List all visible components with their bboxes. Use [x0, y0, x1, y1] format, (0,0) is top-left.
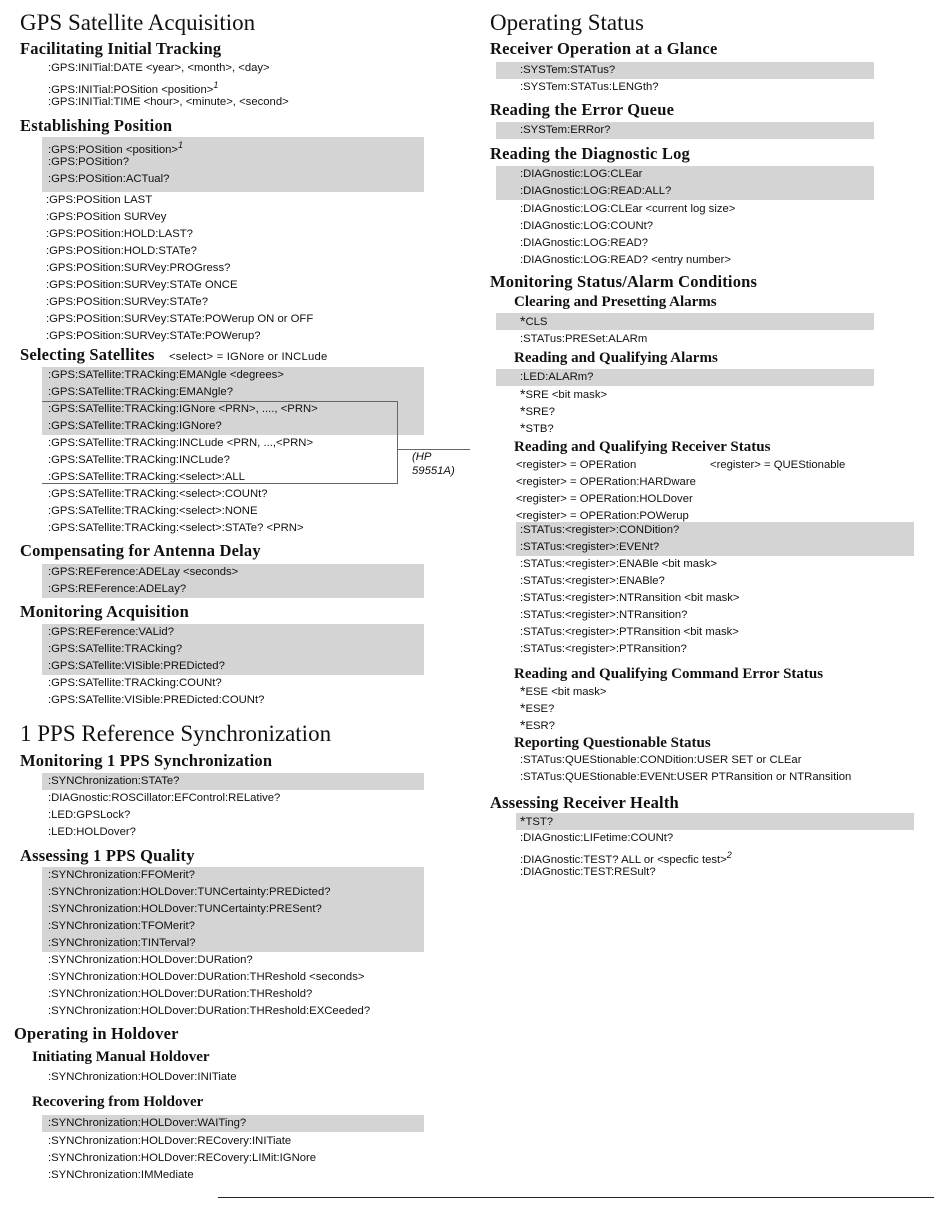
- receiver-status-commands: [516, 556, 740, 658]
- command-line: :STATus:<register>:NTRansition?: [520, 609, 688, 621]
- qualifying-gray-box: [496, 369, 874, 386]
- command-line: :DIAGnostic:LOG:COUNt?: [520, 220, 654, 232]
- footer-rule: [218, 1197, 934, 1198]
- command-line: :STATus:<register>:ENABle?: [520, 575, 665, 587]
- health-commands: [516, 830, 732, 881]
- command-line: :GPS:REFerence:VALid?: [48, 626, 174, 638]
- command-line: :SYNChronization:HOLDover:WAITing?: [48, 1117, 247, 1129]
- clearing-commands: [496, 331, 647, 348]
- monitoring-pps-heading: Monitoring 1 PPS Synchronization: [20, 751, 273, 770]
- pps-sync-gray-box: [42, 773, 424, 790]
- position-gray-box: [42, 137, 424, 192]
- command-line: :GPS:POSition?: [48, 156, 129, 168]
- command-line: :LED:HOLDover?: [48, 826, 136, 838]
- command-line: :SYSTem:STATus?: [520, 64, 616, 76]
- command-line: :DIAGnostic:LOG:READ?: [520, 237, 649, 249]
- command-line: :SYNChronization:HOLDover:DURation:THReshold <seconds>: [48, 971, 365, 983]
- asterisk-mark: *: [520, 420, 526, 436]
- command-line: :SYNChronization:HOLDover:INITiate: [48, 1071, 237, 1083]
- error-queue-gray-box: [496, 122, 874, 139]
- receiver-status-gray-box: [516, 522, 914, 556]
- position-commands: [42, 192, 313, 345]
- pps-quality-gray-box: [42, 867, 424, 952]
- questionable-status-heading: Reporting Questionable Status: [514, 735, 711, 751]
- asterisk-mark: *: [520, 683, 526, 699]
- asterisk-mark: *: [520, 403, 526, 419]
- command-line: :STATus:<register>:NTRansition <bit mask>: [520, 592, 740, 604]
- glance-commands: [496, 79, 659, 96]
- diag-log-heading: Reading the Diagnostic Log: [490, 144, 691, 163]
- command-error-heading: Reading and Qualifying Command Error Status: [514, 666, 824, 682]
- command-line: :GPS:SATellite:TRACking:INCLude <PRN, ...,<PRN>: [48, 437, 314, 449]
- gps-acquisition-title: GPS Satellite Acquisition: [20, 10, 256, 35]
- operating-holdover-heading: Operating in Holdover: [14, 1024, 179, 1043]
- command-line: :GPS:SATellite:TRACking:INCLude?: [48, 454, 230, 466]
- health-gray-box: [516, 813, 914, 830]
- command-line: *SRE <bit mask>: [520, 386, 608, 402]
- pps-quality-commands: [42, 952, 370, 1020]
- command-line: *STB?: [520, 420, 554, 436]
- initial-tracking-commands: [44, 60, 289, 111]
- command-line: :GPS:POSition:HOLD:LAST?: [46, 228, 193, 240]
- satellites-commands: [42, 435, 313, 537]
- command-line: :GPS:POSition:SURVey:STATe:POWerup?: [46, 330, 261, 342]
- command-line: :DIAGnostic:LOG:CLEar: [520, 168, 643, 180]
- command-line: *SRE?: [520, 403, 555, 419]
- command-line: :SYNChronization:FFOMerit?: [48, 869, 195, 881]
- command-error-commands: [516, 683, 606, 734]
- command-line: :STATus:<register>:ENABle <bit mask>: [520, 558, 717, 570]
- command-line: :SYNChronization:HOLDover:RECovery:LIMit:IGNore: [48, 1152, 317, 1164]
- command-line: *ESE?: [520, 700, 555, 716]
- command-line: :DIAGnostic:LOG:READ? <entry number>: [520, 254, 731, 266]
- command-line: :STATus:PRESet:ALARm: [520, 333, 648, 345]
- recover-commands: [42, 1133, 316, 1184]
- command-line: :GPS:SATellite:TRACking:<select>:COUNt?: [48, 488, 268, 500]
- command-line: :GPS:SATellite:TRACking:<select>:STATe? <PRN>: [48, 522, 304, 534]
- command-line: :GPS:POSition:HOLD:STATe?: [46, 245, 197, 257]
- initial-tracking-heading: Facilitating Initial Tracking: [20, 39, 222, 58]
- questionable-commands: [516, 752, 851, 786]
- receiver-health-heading: Assessing Receiver Health: [490, 793, 679, 812]
- qualifying-commands: [496, 386, 607, 437]
- operating-status-title: Operating Status: [490, 10, 644, 35]
- command-line: :DIAGnostic:LOG:READ:ALL?: [520, 185, 672, 197]
- command-line: :GPS:SATellite:VISible:PREDicted?: [48, 660, 225, 672]
- clearing-gray-box: [496, 313, 874, 330]
- command-line: :DIAGnostic:ROSCillator:EFControl:RELative?: [48, 792, 281, 804]
- pps-quality-heading: Assessing 1 PPS Quality: [20, 846, 195, 865]
- footnote-marker: 1: [178, 140, 184, 150]
- register-line: <register> = OPERation:POWerup: [516, 510, 689, 522]
- command-line: :GPS:POSition:SURVey:STATe ONCE: [46, 279, 238, 291]
- establishing-position-heading: Establishing Position: [20, 116, 173, 135]
- command-line: :GPS:POSition:ACTual?: [48, 173, 170, 185]
- glance-gray-box: [496, 62, 874, 79]
- receiver-status-heading: Reading and Qualifying Receiver Status: [514, 439, 771, 455]
- command-line: *ESE <bit mask>: [520, 683, 607, 699]
- command-line: *ESR?: [520, 717, 555, 733]
- asterisk-mark: *: [520, 813, 526, 829]
- command-line: :SYSTem:ERRor?: [520, 124, 611, 136]
- command-line: :GPS:SATellite:TRACking:IGNore <PRN>, ...., <PRN>: [48, 403, 318, 415]
- command-line: :SYNChronization:STATe?: [48, 775, 180, 787]
- asterisk-mark: *: [520, 386, 526, 402]
- command-line: :GPS:INITial:POSition <position>$^1$: [48, 80, 219, 96]
- command-line: :DIAGnostic:TEST:RESult?: [520, 866, 656, 878]
- command-line: :STATus:<register>:CONDition?: [520, 524, 680, 536]
- asterisk-mark: *: [520, 313, 526, 329]
- command-line: :GPS:INITial:TIME <hour>, <minute>, <second>: [48, 96, 289, 108]
- command-line: *CLS: [520, 313, 548, 329]
- acquisition-gray-box: [42, 624, 424, 675]
- antenna-delay-heading: Compensating for Antenna Delay: [20, 541, 261, 560]
- select-note: <select> = IGNore or INCLude: [168, 351, 328, 363]
- pps-sync-title: 1 PPS Reference Synchronization: [20, 721, 332, 746]
- command-line: :GPS:SATellite:TRACking:<select>:ALL: [48, 471, 245, 483]
- command-line: :SYNChronization:HOLDover:DURation:THReshold?: [48, 988, 313, 1000]
- command-line: :STATus:QUEStionable:CONDition:USER SET or CLEar: [520, 754, 802, 766]
- command-line: :SYNChronization:HOLDover:DURation:THReshold:EXCeeded?: [48, 1005, 371, 1017]
- clearing-alarms-heading: Clearing and Presetting Alarms: [514, 294, 717, 310]
- command-line: :GPS:POSition:SURVey:PROGress?: [46, 262, 231, 274]
- monitoring-acquisition-heading: Monitoring Acquisition: [20, 602, 189, 621]
- command-line: :SYNChronization:TINTerval?: [48, 937, 196, 949]
- diag-log-gray-box: [496, 166, 874, 200]
- command-line: :GPS:POSition LAST: [46, 194, 153, 206]
- command-line: :GPS:INITial:DATE <year>, <month>, <day>: [48, 62, 270, 74]
- command-line: :GPS:REFerence:ADELay?: [48, 583, 187, 595]
- error-queue-heading: Reading the Error Queue: [490, 100, 675, 119]
- footnote-marker: 1: [213, 80, 219, 90]
- antenna-gray-box: [42, 564, 424, 598]
- command-line: :LED:ALARm?: [520, 371, 594, 383]
- command-line: :DIAGnostic:LOG:CLEar <current log size>: [520, 203, 736, 215]
- acquisition-commands: [42, 675, 264, 709]
- qualifying-alarms-heading: Reading and Qualifying Alarms: [514, 350, 718, 366]
- command-line: :STATus:<register>:PTRansition?: [520, 643, 687, 655]
- command-line: :GPS:POSition <position>$^1$: [48, 140, 184, 156]
- command-line: :SYNChronization:HOLDover:TUNCertainty:PREDicted?: [48, 886, 331, 898]
- command-line: :GPS:POSition:SURVey:STATe:POWerup ON or OFF: [46, 313, 314, 325]
- footnote-marker: 2: [726, 850, 732, 860]
- command-line: :LED:GPSLock?: [48, 809, 131, 821]
- command-line: :SYNChronization:HOLDover:DURation?: [48, 954, 253, 966]
- command-line: :GPS:SATellite:TRACking?: [48, 643, 183, 655]
- command-line: :SYNChronization:HOLDover:TUNCertainty:PRESent?: [48, 903, 322, 915]
- pps-sync-commands: [42, 790, 280, 841]
- hp-model-label: (HP 59551A): [398, 449, 470, 478]
- register-definitions: [512, 457, 932, 525]
- register-line: <register> = OPERation:HARDware: [516, 476, 696, 488]
- command-line: :GPS:SATellite:VISible:PREDicted:COUNt?: [48, 694, 265, 706]
- command-line: :SYSTem:STATus:LENGth?: [520, 81, 659, 93]
- command-line: :GPS:SATellite:TRACking:EMANgle?: [48, 386, 233, 398]
- asterisk-mark: *: [520, 717, 526, 733]
- command-line: *TST?: [520, 813, 554, 829]
- command-line: :SYNChronization:TFOMerit?: [48, 920, 195, 932]
- diag-log-commands: [496, 201, 735, 269]
- command-line: :GPS:SATellite:TRACking:EMANgle <degrees>: [48, 369, 284, 381]
- selecting-satellites-heading: Selecting Satellites <select> = IGNore or INCLude: [20, 345, 328, 364]
- command-line: :DIAGnostic:LIFetime:COUNt?: [520, 832, 674, 844]
- command-line: :SYNChronization:IMMediate: [48, 1169, 194, 1181]
- command-line: :DIAGnostic:TEST? ALL or <specfic test>$^2$: [520, 850, 732, 866]
- asterisk-mark: *: [520, 700, 526, 716]
- command-line: :GPS:POSition SURVey: [46, 211, 167, 223]
- command-line: :SYNChronization:HOLDover:RECovery:INITiate: [48, 1135, 292, 1147]
- command-line: :GPS:POSition:SURVey:STATe?: [46, 296, 208, 308]
- manual-holdover-commands: [42, 1069, 237, 1086]
- command-line: :STATus:<register>:EVENt?: [520, 541, 660, 553]
- manual-holdover-heading: Initiating Manual Holdover: [32, 1049, 210, 1065]
- command-line: :GPS:SATellite:TRACking:COUNt?: [48, 677, 222, 689]
- recover-gray-box: [42, 1115, 424, 1132]
- register-line: <register> = OPERation:HOLDover: [516, 493, 693, 505]
- command-line: :GPS:REFerence:ADELay <seconds>: [48, 566, 239, 578]
- glance-heading: Receiver Operation at a Glance: [490, 39, 718, 58]
- register-line: <register> = OPERation <register> = QUEStionable: [512, 457, 932, 474]
- command-line: :GPS:SATellite:TRACking:IGNore?: [48, 420, 222, 432]
- alarm-conditions-heading: Monitoring Status/Alarm Conditions: [490, 272, 758, 291]
- recovering-holdover-heading: Recovering from Holdover: [32, 1094, 204, 1110]
- command-line: :GPS:SATellite:TRACking:<select>:NONE: [48, 505, 258, 517]
- register-questionable: <register> = QUEStionable: [710, 459, 846, 471]
- command-line: :STATus:<register>:PTRansition <bit mask>: [520, 626, 739, 638]
- command-line: :STATus:QUEStionable:EVENt:USER PTRansition or NTRansition: [520, 771, 852, 783]
